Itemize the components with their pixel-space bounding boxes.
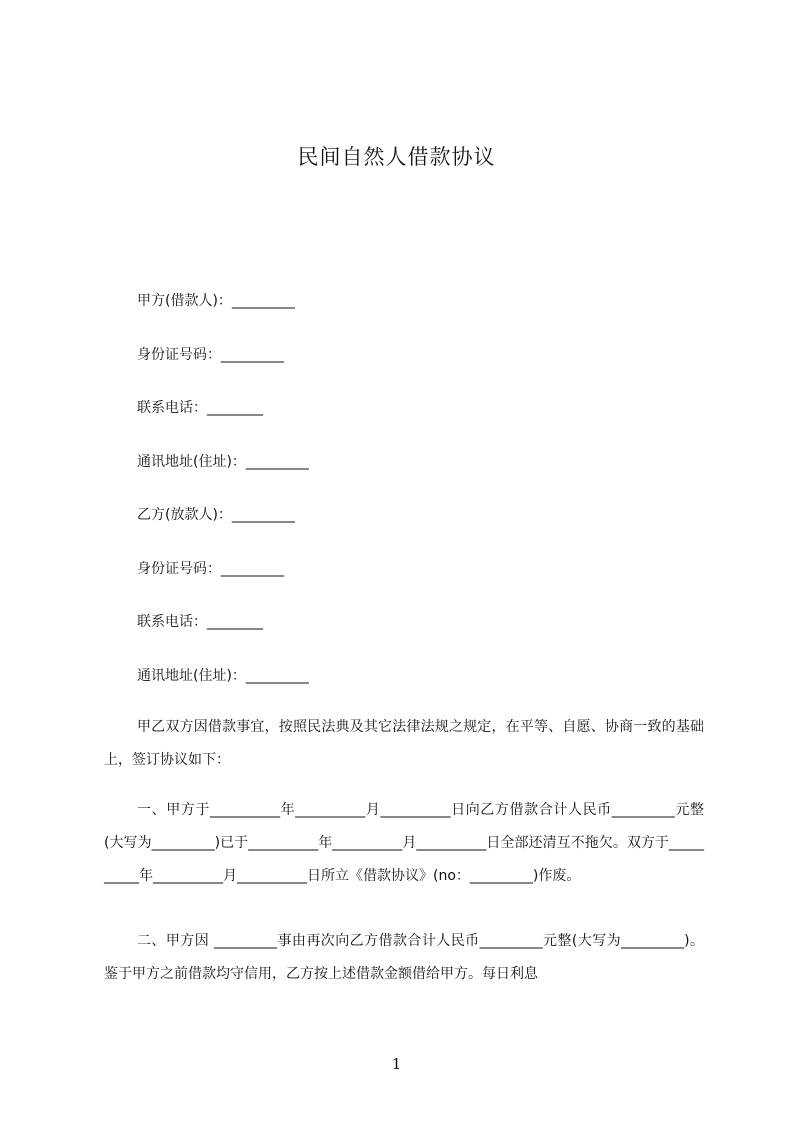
clause-1-paragraph: 一、甲方于__________年__________月__________日向乙方借款合计人民币_________元整(大写为_________)已于__________年__________月__________日全部还清互不拖欠。双方于__________年__________月__________日所立《借款协议》(no：_________)作废。	[104, 802, 704, 884]
preamble-paragraph: 甲乙双方因借款事宜，按照民法典及其它法律法规之规定，在平等、自愿、协商一致的基础上，签订协议如下：	[104, 719, 704, 768]
party-b-id-field: 身份证号码：_________	[137, 561, 284, 577]
document-title: 民间自然人借款协议	[297, 145, 496, 169]
party-a-address-field: 通讯地址(住址)：_________	[137, 454, 309, 470]
page-number: 1	[391, 1055, 402, 1073]
party-b-phone-field: 联系电话：________	[137, 614, 263, 630]
party-a-phone-field: 联系电话：________	[137, 400, 263, 416]
party-b-name-field: 乙方(放款人)：_________	[137, 507, 295, 523]
party-a-name-field: 甲方(借款人)：_________	[137, 293, 295, 309]
clause-2-paragraph: 二、甲方因 _________事由再次向乙方借款合计人民币_________元整(大写为_________)。鉴于甲方之前借款均守信用，乙方按上述借款金额借给甲方。每日利息	[104, 933, 704, 982]
party-a-id-field: 身份证号码：_________	[137, 347, 284, 363]
party-b-address-field: 通讯地址(住址)：_________	[137, 668, 309, 684]
